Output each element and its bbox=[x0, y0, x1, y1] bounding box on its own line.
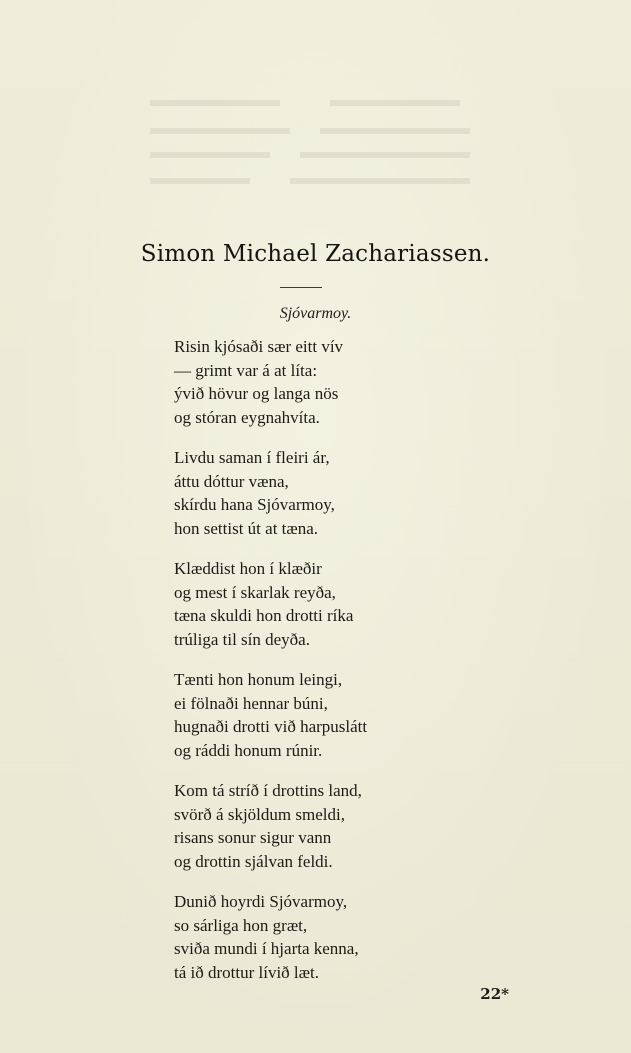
poem-line: og drottin sjálvan feldi. bbox=[174, 851, 333, 871]
poem-line: Klæddist hon í klæðir bbox=[174, 559, 322, 578]
poem-line: Kom tá stríð í drottins land, bbox=[174, 781, 362, 800]
stanza bbox=[174, 557, 494, 651]
title-divider bbox=[280, 287, 322, 288]
page-number: 22* bbox=[480, 985, 509, 1003]
poem-line: tá ið drottur lívið læt. bbox=[174, 962, 319, 982]
poem-line: — grimt var á at líta: bbox=[174, 360, 318, 380]
poem-line: Tænti hon honum leingi, bbox=[174, 670, 343, 689]
poem-line: og stóran eygnahvíta. bbox=[174, 407, 320, 427]
poem-line: hugnaði drotti við harpuslátt bbox=[174, 717, 368, 736]
poem-line: so sárliga hon græt, bbox=[174, 915, 308, 935]
poem-line: trúliga til sín deyða. bbox=[174, 629, 310, 649]
poem-line: ei fölnaði hennar búni, bbox=[174, 693, 328, 713]
poem-line: Dunið hoyrdi Sjóvarmoy, bbox=[174, 892, 348, 911]
stanza bbox=[174, 668, 494, 762]
poem-line: Livdu saman í fleiri ár, bbox=[174, 448, 330, 467]
poem-title: Sjóvarmoy. bbox=[279, 305, 352, 322]
stanza bbox=[174, 335, 494, 429]
poem-line: risans sonur sigur vann bbox=[174, 828, 332, 847]
page-title: Simon Michael Zachariassen. bbox=[140, 241, 491, 267]
poem-line: sviða mundi í hjarta kenna, bbox=[174, 939, 359, 958]
poem-line: svörð á skjöldum smeldi, bbox=[174, 804, 345, 824]
poem-body bbox=[174, 335, 494, 1001]
poem-line: og ráddi honum rúnir. bbox=[174, 740, 323, 760]
poem-line: tæna skuldi hon drotti ríka bbox=[174, 606, 354, 625]
poem-line: áttu dóttur væna, bbox=[174, 471, 289, 491]
poem-line: ývið hövur og langa nös bbox=[174, 384, 339, 403]
stanza bbox=[174, 779, 494, 873]
stanza bbox=[174, 446, 494, 540]
poem-line: Risin kjósaði sær eitt vív bbox=[174, 337, 344, 356]
poem-line: hon settist út at tæna. bbox=[174, 518, 319, 538]
poem-line: skírdu hana Sjóvarmoy, bbox=[174, 495, 335, 514]
stanza bbox=[174, 890, 494, 984]
poem-line: og mest í skarlak reyða, bbox=[174, 582, 336, 602]
